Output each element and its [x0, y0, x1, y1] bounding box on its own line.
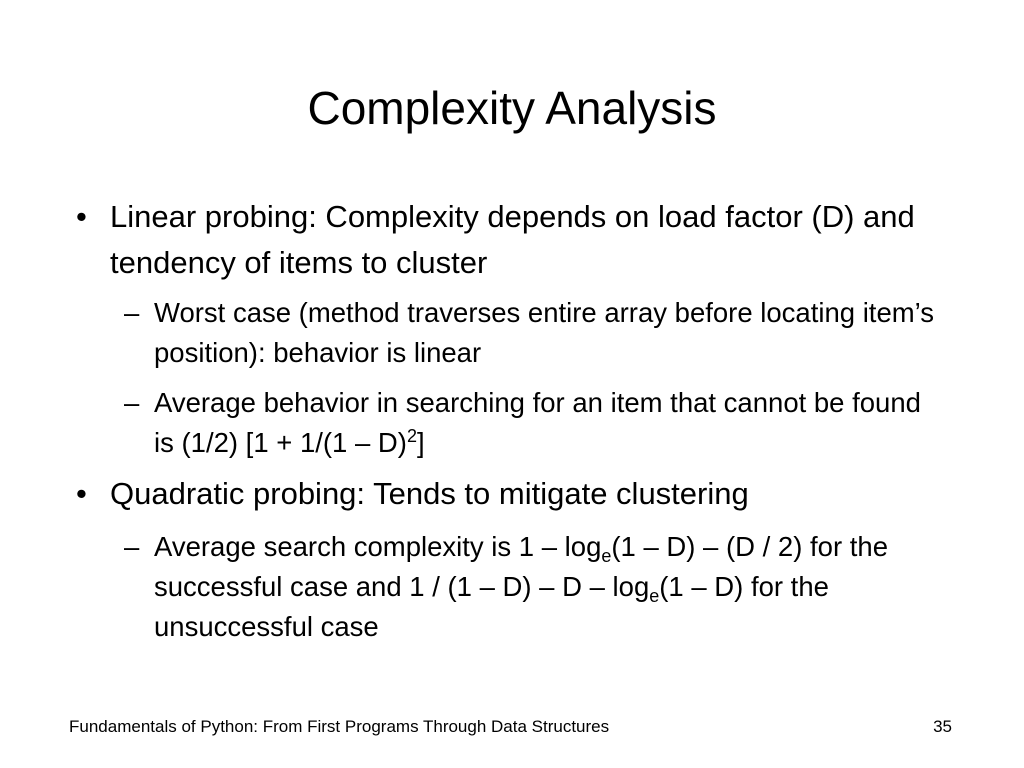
dash-marker: – [124, 297, 140, 328]
subscript-e: e [649, 586, 660, 606]
bullet-text: Quadratic probing: Tends to mitigate clustering [110, 476, 749, 511]
sub-bullet-average-behavior [124, 383, 944, 463]
bullet-marker: • [76, 476, 87, 511]
sub-bullet-worst-case [124, 293, 944, 373]
sub-bullet-text-part2: (1 – D) – (D / 2) for the successful case and 1 / (1 – D) – D – log [154, 531, 888, 602]
sub-bullet-text: Average behavior in searching for an item that cannot be found is (1/2) [1 + 1/(1 – D) [154, 387, 921, 458]
bullet-marker: • [76, 199, 87, 234]
dash-marker: – [124, 531, 140, 562]
page-number: 35 [933, 717, 952, 736]
sub-bullet-search-complexity [124, 527, 944, 647]
slide-title: Complexity Analysis [307, 82, 717, 134]
bullet-item-linear-probing [76, 194, 960, 286]
bullet-text: Linear probing: Complexity depends on load factor (D) and tendency of items to cluster [110, 199, 915, 280]
sub-bullet-text-part1: Average search complexity is 1 – log [154, 531, 602, 562]
dash-marker: – [124, 387, 140, 418]
slide-footer: Fundamentals of Python: From First Programs Through Data Structures [69, 717, 610, 736]
sub-bullet-text-part3: (1 – D) for the unsuccessful case [154, 571, 829, 642]
bullet-item-quadratic-probing [76, 471, 960, 517]
subscript-e: e [601, 546, 612, 566]
superscript-two: 2 [406, 426, 417, 446]
sub-bullet-text-end: ] [416, 427, 425, 458]
sub-bullet-text: Worst case (method traverses entire array before locating item’s position): behavior is linear [154, 297, 935, 368]
